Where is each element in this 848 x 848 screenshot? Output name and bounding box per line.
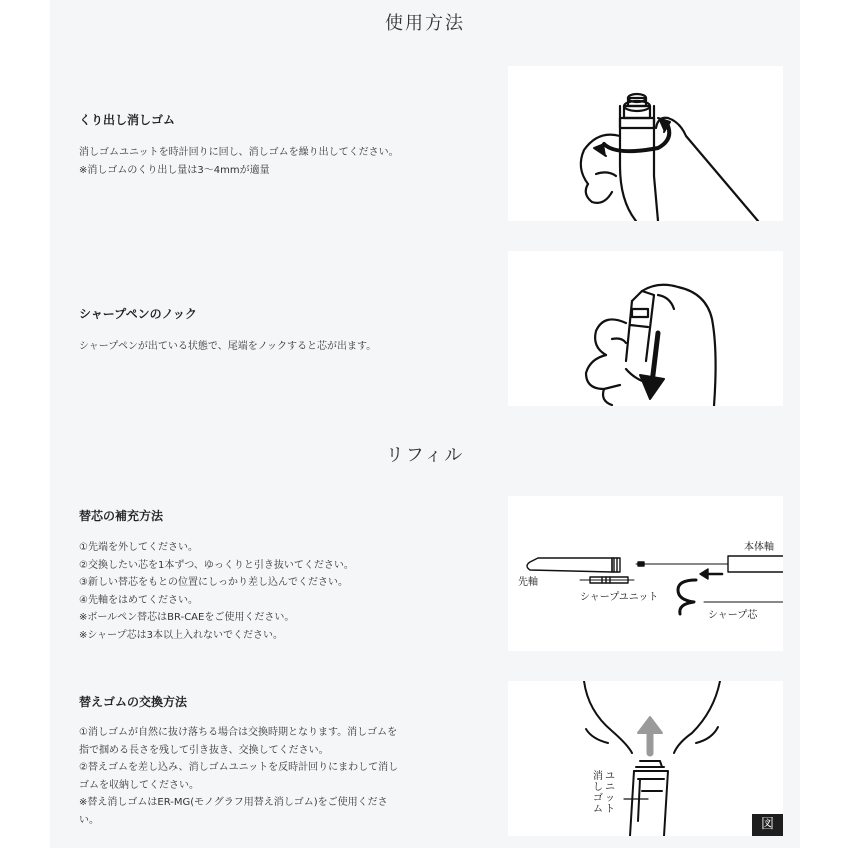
eraser-extend-line: 消しゴムユニットを時計回りに回し、消しゴムを繰り出してください。: [79, 147, 399, 158]
eraser-extend-illustration: [508, 66, 783, 221]
refill-lead-line: ※ボールペン替芯はBR-CAEをご使用ください。: [79, 612, 295, 623]
eraser-replace-line: 指で掴める長さを残して引き抜き、交換してください。: [79, 744, 329, 756]
eraser-replace-line: ※替え消しゴムはER-MG(モノグラフ用替え消しゴム)をご使用くださ: [79, 797, 388, 808]
refill-lead-line: ①先端を外してください。: [79, 542, 198, 553]
eraser-unit-label-col2: ユニット: [605, 771, 615, 815]
refill-lead-title: 替芯の補充方法: [79, 509, 164, 523]
pencil-knock-title: シャープペンのノック: [79, 307, 197, 321]
refill-lead-text: [79, 539, 459, 644]
refill-lead-line: ②交換したい芯を1本ずつ、ゆっくりと引き抜いてください。: [79, 559, 354, 571]
usage-heading: 使用方法: [385, 13, 465, 34]
tip-label: 先軸: [518, 577, 538, 588]
figure-badge: 図: [752, 814, 783, 836]
pencil-knock-illustration: [508, 251, 783, 406]
lead-label: シャープ芯: [708, 610, 758, 621]
eraser-extend-title: くり出し消しゴム: [79, 113, 176, 127]
pencil-knock-line: シャープペンが出ている状態で、尾端をノックすると芯が出ます。: [79, 341, 377, 352]
refill-lead-line: ※シャープ芯は3本以上入れないでください。: [79, 629, 284, 641]
refill-heading: リフィル: [385, 445, 465, 466]
refill-lead-line: ③新しい替芯をもとの位置にしっかり差し込んでください。: [79, 577, 348, 588]
eraser-replace-line: ゴムを収納してください。: [79, 779, 199, 791]
eraser-replace-illustration: [508, 681, 783, 836]
sharp-unit-label: シャープユニット: [580, 592, 659, 603]
refill-lead-line: ④先軸をはめてください。: [79, 594, 198, 606]
refill-lead-diagram: [508, 496, 783, 651]
eraser-replace-line: い。: [79, 814, 99, 826]
eraser-replace-line: ①消しゴムが自然に抜け落ちる場合は交換時期となります。消しゴムを: [79, 727, 398, 738]
pencil-knock-text: [79, 338, 459, 356]
eraser-unit-label-col1: 消しゴム: [593, 771, 603, 815]
eraser-replace-text: [79, 724, 459, 829]
instruction-page: [50, 0, 800, 848]
eraser-replace-line: ②替えゴムを差し込み、消しゴムユニットを反時計回りにまわして消し: [79, 762, 399, 773]
eraser-replace-title: 替えゴムの交換方法: [79, 695, 188, 709]
body-axis-label: 本体軸: [744, 542, 774, 553]
eraser-extend-line: ※消しゴムのくり出し量は3〜4mmが適量: [79, 164, 270, 176]
eraser-extend-text: [79, 144, 459, 179]
